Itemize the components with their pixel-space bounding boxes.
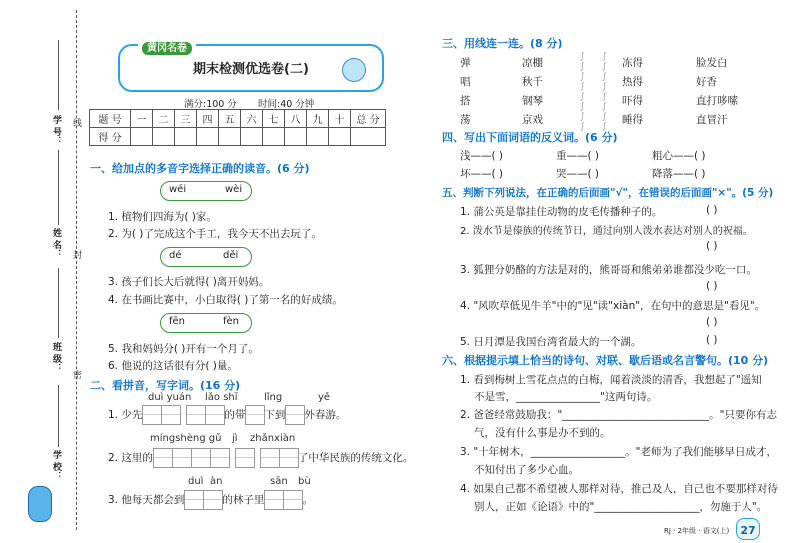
fill-question-3-cont: 不知付出了多少心血。 [474, 464, 579, 476]
match-item[interactable]: 弹 [460, 57, 471, 69]
pinyin-label: àn [210, 476, 223, 487]
score-header-cell: 三 [175, 110, 197, 128]
mascot-icon [28, 486, 52, 522]
score-row-label: 得 分 [90, 128, 131, 146]
footer-edition: RJ · 2年级 · 语文(上) [664, 527, 730, 535]
judge-answer-paren[interactable]: ( ) [706, 204, 718, 216]
writing-grid[interactable] [186, 405, 224, 425]
spine-line [58, 150, 59, 225]
writing-grid[interactable] [285, 405, 304, 425]
s1-question-1: 1. 植物们四海为( )家。 [108, 211, 217, 223]
writing-grid[interactable] [260, 448, 298, 468]
match-item[interactable]: 凉棚 [522, 57, 543, 69]
pinyin-option[interactable]: fēn [169, 316, 186, 327]
match-item[interactable]: 好香 [696, 76, 717, 88]
s2-line-3 [108, 490, 313, 510]
s1-question-3: 3. 孩子们长大后就得( )离开妈妈。 [108, 276, 270, 288]
writing-grid[interactable] [184, 490, 222, 510]
score-cell[interactable] [175, 128, 197, 146]
writing-grid[interactable] [264, 490, 302, 510]
score-cell[interactable] [263, 128, 285, 146]
match-divider: ∫ ∫ ∫ ∫ ∫ ∫ ∫ ∫ [602, 52, 607, 132]
score-header-cell: 七 [263, 110, 285, 128]
pinyin-option[interactable]: wèi [225, 184, 243, 195]
judge-question-5: 5. 日月潭是我国台湾省最大的一个湖。 [460, 336, 642, 348]
antonym-item[interactable]: 浅——( ) [460, 150, 504, 162]
match-divider: ∫ ∫ ∫ ∫ ∫ ∫ ∫ ∫ [580, 52, 585, 132]
s1-question-4: 4. 在书画比赛中，小白取得( )了第一名的好成绩。 [108, 294, 343, 306]
section-1-title: 一、给加点的多音字选择正确的读音。(6 分) [90, 162, 310, 175]
s2-text: 3. 他每天都会到 [108, 494, 185, 506]
section-2-title: 二、看拼音，写字词。(16 分) [90, 379, 241, 392]
section-5-title: 五、判断下列说法，在正确的后面画"√"，在错误的后面画"×"。(5 分) [442, 187, 774, 199]
pinyin-label: duì [188, 476, 204, 487]
pinyin-option[interactable]: wéi [169, 184, 187, 195]
pinyin-choice-box [160, 181, 252, 201]
pinyin-label: jì [232, 433, 238, 444]
fill-question-2[interactable]: 2. 爸爸经常鼓励我："____________________________。"只要你有志 [460, 409, 778, 421]
score-header-cell: 四 [197, 110, 219, 128]
score-table [89, 109, 386, 146]
score-header-cell: 五 [219, 110, 241, 128]
spine-class: 班 级： [51, 342, 61, 373]
s2-text: 外春游。 [304, 409, 347, 421]
score-cell[interactable] [241, 128, 263, 146]
brand-logo: 黄冈名卷 [142, 42, 192, 55]
score-cell[interactable] [153, 128, 175, 146]
score-header-cell: 一 [131, 110, 153, 128]
pinyin-label: yě [318, 392, 331, 403]
antonym-item[interactable]: 哭——( ) [556, 168, 600, 180]
pinyin-label: lǐng [264, 392, 283, 403]
judge-question-1: 1. 蒲公英是靠挂住动物的皮毛传播种子的。 [460, 206, 663, 218]
match-item[interactable]: 睡得 [622, 114, 643, 126]
judge-question-3: 3. 狐狸分奶酪的方法是对的，熊哥哥和熊弟弟谁都没少吃一口。 [460, 264, 757, 276]
score-header-cell: 八 [285, 110, 307, 128]
match-item[interactable]: 脸发白 [696, 57, 728, 69]
section-3-title: 三、用线连一连。(8 分) [442, 37, 563, 50]
fill-question-4-cont[interactable]: 别人，正如《论语》中的"____________________，勿施于人"。 [474, 501, 768, 513]
match-item[interactable]: 吓得 [622, 95, 643, 107]
time-limit: 时间:40 分钟 [258, 99, 315, 110]
section-4-title: 四、写出下面词语的反义词。(6 分) [442, 131, 618, 144]
brand-badge [138, 36, 196, 55]
score-header-row [90, 110, 386, 128]
s2-text: 1. 少先 [108, 409, 143, 421]
s2-text: 的带 [224, 409, 246, 421]
spine-student-number: 学 号： [51, 115, 61, 146]
pinyin-choice-box [160, 313, 252, 333]
spine-xian: 线 [71, 118, 81, 127]
writing-grid[interactable] [245, 405, 264, 425]
s1-question-2: 2. 为( )了完成这个手工，我今天不出去玩了。 [108, 228, 322, 240]
fill-question-4: 4. 如果自己都不希望被人那样对待，推己及人，自己也不要那样对待 [460, 483, 778, 495]
match-item[interactable]: 秋千 [522, 76, 543, 88]
spine-name: 姓 名： [51, 228, 61, 259]
score-cell[interactable] [307, 128, 329, 146]
pinyin-choice-box [160, 247, 252, 267]
judge-answer-paren[interactable]: ( ) [706, 316, 718, 328]
spine-line [58, 385, 59, 447]
match-item[interactable]: 冻得 [622, 57, 643, 69]
antonym-item[interactable]: 降落——( ) [652, 168, 706, 180]
spine-line [58, 268, 59, 338]
spine-line [58, 40, 59, 110]
section-6-title: 六、根据提示填上恰当的诗句、对联、歇后语或名言警句。(10 分) [442, 354, 769, 367]
full-score: 满分:100 分 [184, 99, 237, 110]
match-item[interactable]: 京戏 [522, 114, 543, 126]
s2-line-2 [108, 448, 413, 468]
page-number: 27 [740, 524, 756, 537]
score-header-cell: 二 [153, 110, 175, 128]
match-item[interactable]: 搭 [460, 95, 471, 107]
s1-question-5: 5. 我和妈妈分( )开有一个月了。 [108, 343, 259, 355]
pinyin-option[interactable]: fèn [223, 316, 240, 327]
score-cell[interactable] [197, 128, 219, 146]
score-cell[interactable] [219, 128, 241, 146]
s2-text: 下到 [264, 409, 286, 421]
fill-question-2-cont: 气，没有什么事是办不到的。 [474, 427, 611, 439]
s1-question-6: 6. 他说的这话很有分( )量。 [108, 360, 238, 372]
score-cell[interactable] [329, 128, 351, 146]
spine-feng: 封 [71, 250, 81, 259]
pinyin-label: duì yuán [148, 392, 192, 403]
pinyin-label: sān [270, 476, 288, 487]
score-cell[interactable] [285, 128, 307, 146]
page-number-badge [736, 518, 760, 540]
writing-grid[interactable] [235, 448, 254, 468]
pinyin-option[interactable]: děi [223, 250, 239, 261]
page-title: 期末检测优选卷(二) [193, 62, 309, 77]
s2-line-1 [108, 405, 346, 425]
score-cell[interactable] [351, 128, 386, 146]
fill-question-1-cont[interactable]: 不是雪，________________"这两句诗。 [474, 391, 658, 403]
s2-text: 的林子里 [222, 494, 265, 506]
judge-question-2: 2. 泼水节是傣族的传统节日，通过向别人泼水表达对别人的祝福。 [460, 226, 753, 237]
pinyin-label: lǎo shī [205, 392, 238, 403]
judge-question-4: 4. "风吹草低见牛羊"中的"见"读"xiàn"，在句中的意思是"看见"。 [460, 300, 766, 312]
score-header-cell: 十 [329, 110, 351, 128]
pinyin-option[interactable]: dé [169, 250, 182, 261]
s2-text: 。 [302, 494, 313, 506]
spine-school: 学 校： [51, 450, 61, 481]
pinyin-label: zhǎnxiàn [250, 433, 296, 444]
judge-answer-paren[interactable]: ( ) [706, 334, 718, 346]
score-input-row [90, 128, 386, 146]
match-item[interactable]: 荡 [460, 114, 471, 126]
judge-answer-paren[interactable]: ( ) [706, 280, 718, 292]
match-item[interactable]: 直冒汗 [696, 114, 728, 126]
score-header-cell: 九 [307, 110, 329, 128]
pinyin-label: míngshèng gǔ [150, 433, 222, 444]
antonym-item[interactable]: 粗心——( ) [652, 150, 706, 162]
fill-question-3[interactable]: 3. "十年树木，__________________。"老师为了我们能够早日成才， [460, 446, 778, 458]
score-cell[interactable] [131, 128, 153, 146]
score-header-cell: 总 分 [351, 110, 386, 128]
binding-line [76, 10, 77, 530]
antonym-item[interactable]: 重——( ) [556, 150, 600, 162]
match-item[interactable]: 钢琴 [522, 95, 543, 107]
match-item[interactable]: 唱 [460, 76, 471, 88]
spine-mi: 密 [71, 370, 81, 379]
writing-grid[interactable] [153, 448, 229, 468]
pinyin-label: bù [298, 476, 311, 487]
fill-question-1: 1. 看到梅树上雪花点点的白梅，闻着淡淡的清香，我想起了"遥知 [460, 374, 762, 386]
score-header-cell: 六 [241, 110, 263, 128]
writing-grid[interactable] [142, 405, 180, 425]
rabbit-icon [342, 58, 366, 82]
match-item[interactable]: 直打哆嗦 [696, 95, 738, 107]
s2-text: 2. 这里的 [108, 452, 153, 464]
antonym-item[interactable]: 坏——( ) [460, 168, 504, 180]
judge-answer-paren[interactable]: ( ) [706, 240, 718, 252]
score-header-cell: 题 号 [90, 110, 131, 128]
s2-text: 了中华民族的传统文化。 [297, 452, 414, 464]
match-item[interactable]: 热得 [622, 76, 643, 88]
